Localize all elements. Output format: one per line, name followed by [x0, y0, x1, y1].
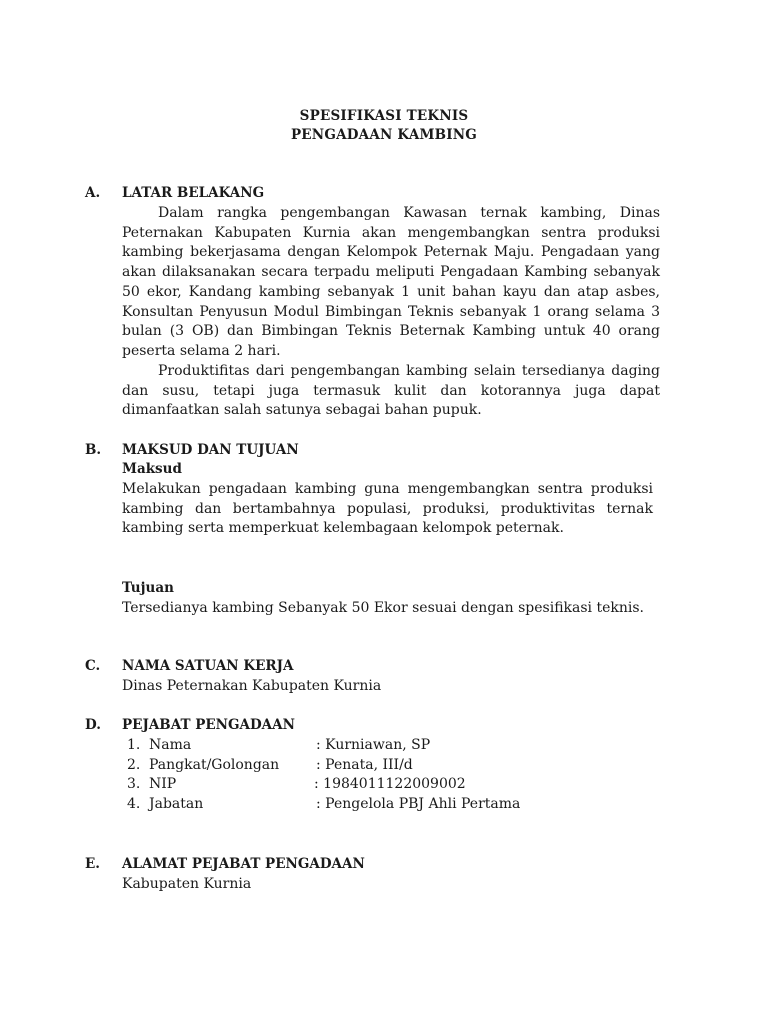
pejabat-item-value: : Kurniawan, SP [316, 737, 431, 753]
pejabat-item-label: Nama [149, 737, 192, 753]
section-b-letter: B. [85, 442, 102, 458]
maksud-text: Melakukan pengadaan kambing guna mengembangkan sentra produksi kambing dan bertambahnya populasi, produksi, produktivitas ternak kambing serta memperkuat kelembagaan kelompok peternak. [122, 481, 653, 537]
document-title-line-2: PENGADAAN KAMBING [290, 127, 478, 143]
section-a-paragraph-2-text: Produktifitas dari pengembangan kambing selain tersedianya daging dan susu, tetapi juga termasuk kulit dan kotorannya juga dapat dimanfaatkan salah satunya sebagai bahan pupuk. [122, 363, 660, 419]
section-d-letter: D. [85, 717, 101, 733]
section-e-letter: E. [85, 856, 100, 872]
pejabat-item-value: : Penata, III/d [316, 756, 413, 773]
section-a-paragraph-1-text: Dalam rangka pengembangan Kawasan ternak kambing, Dinas Peternakan Kabupaten Kurnia akan mengembangkan sentra produksi kambing bekerjasama dengan Kelompok Peternak Maju. Pengadaan yang akan dilaksanakan secara terpadu meliputi Pengadaan Kambing sebanyak 50 ekor, Kandang kambing sebanyak 1 unit bahan kayu dan atap asbes, Konsultan Penyusun Modul Bimbingan Teknis sebanyak 1 orang selama 3 bulan (3 OB) dan Bimbingan Teknis Beternak Kambing untuk 40 orang peserta selama 2 hari. [122, 205, 660, 359]
pejabat-item-label: Pangkat/Golongan [149, 756, 280, 773]
section-b-heading: MAKSUD DAN TUJUAN [122, 442, 299, 458]
pejabat-item [127, 776, 587, 796]
pejabat-item-label: NIP [149, 776, 177, 793]
pejabat-item-number: 2. [127, 756, 141, 773]
section-a-heading: LATAR BELAKANG [122, 185, 265, 201]
maksud-label: Maksud [122, 461, 182, 477]
pejabat-item-value: : 1984011122009002 [314, 776, 466, 793]
pejabat-item [127, 757, 587, 777]
section-a-paragraph-2 [122, 362, 660, 421]
section-d-heading: PEJABAT PENGADAAN [122, 717, 295, 733]
section-a-letter: A. [85, 185, 101, 201]
pejabat-item-label: Jabatan [149, 796, 204, 813]
tujuan-label: Tujuan [122, 580, 174, 596]
alamat-text: Kabupaten Kurnia [122, 876, 252, 892]
pejabat-item-number: 3. [127, 776, 141, 793]
pejabat-list [127, 737, 587, 816]
section-c-letter: C. [85, 658, 101, 674]
pejabat-item [127, 796, 587, 816]
pejabat-item-value: : Pengelola PBJ Ahli Pertama [316, 796, 521, 813]
pejabat-item-number: 1. [127, 737, 141, 753]
document-title-line-1: SPESIFIKASI TEKNIS [299, 108, 469, 124]
section-c-heading: NAMA SATUAN KERJA [122, 658, 294, 674]
satuan-kerja-text: Dinas Peternakan Kabupaten Kurnia [122, 678, 382, 694]
tujuan-text: Tersedianya kambing Sebanyak 50 Ekor sesuai dengan spesifikasi teknis. [122, 600, 644, 616]
section-a-paragraph-1 [122, 204, 660, 362]
pejabat-item-number: 4. [127, 796, 141, 813]
section-e-heading: ALAMAT PEJABAT PENGADAAN [122, 856, 365, 872]
pejabat-item [127, 737, 587, 757]
